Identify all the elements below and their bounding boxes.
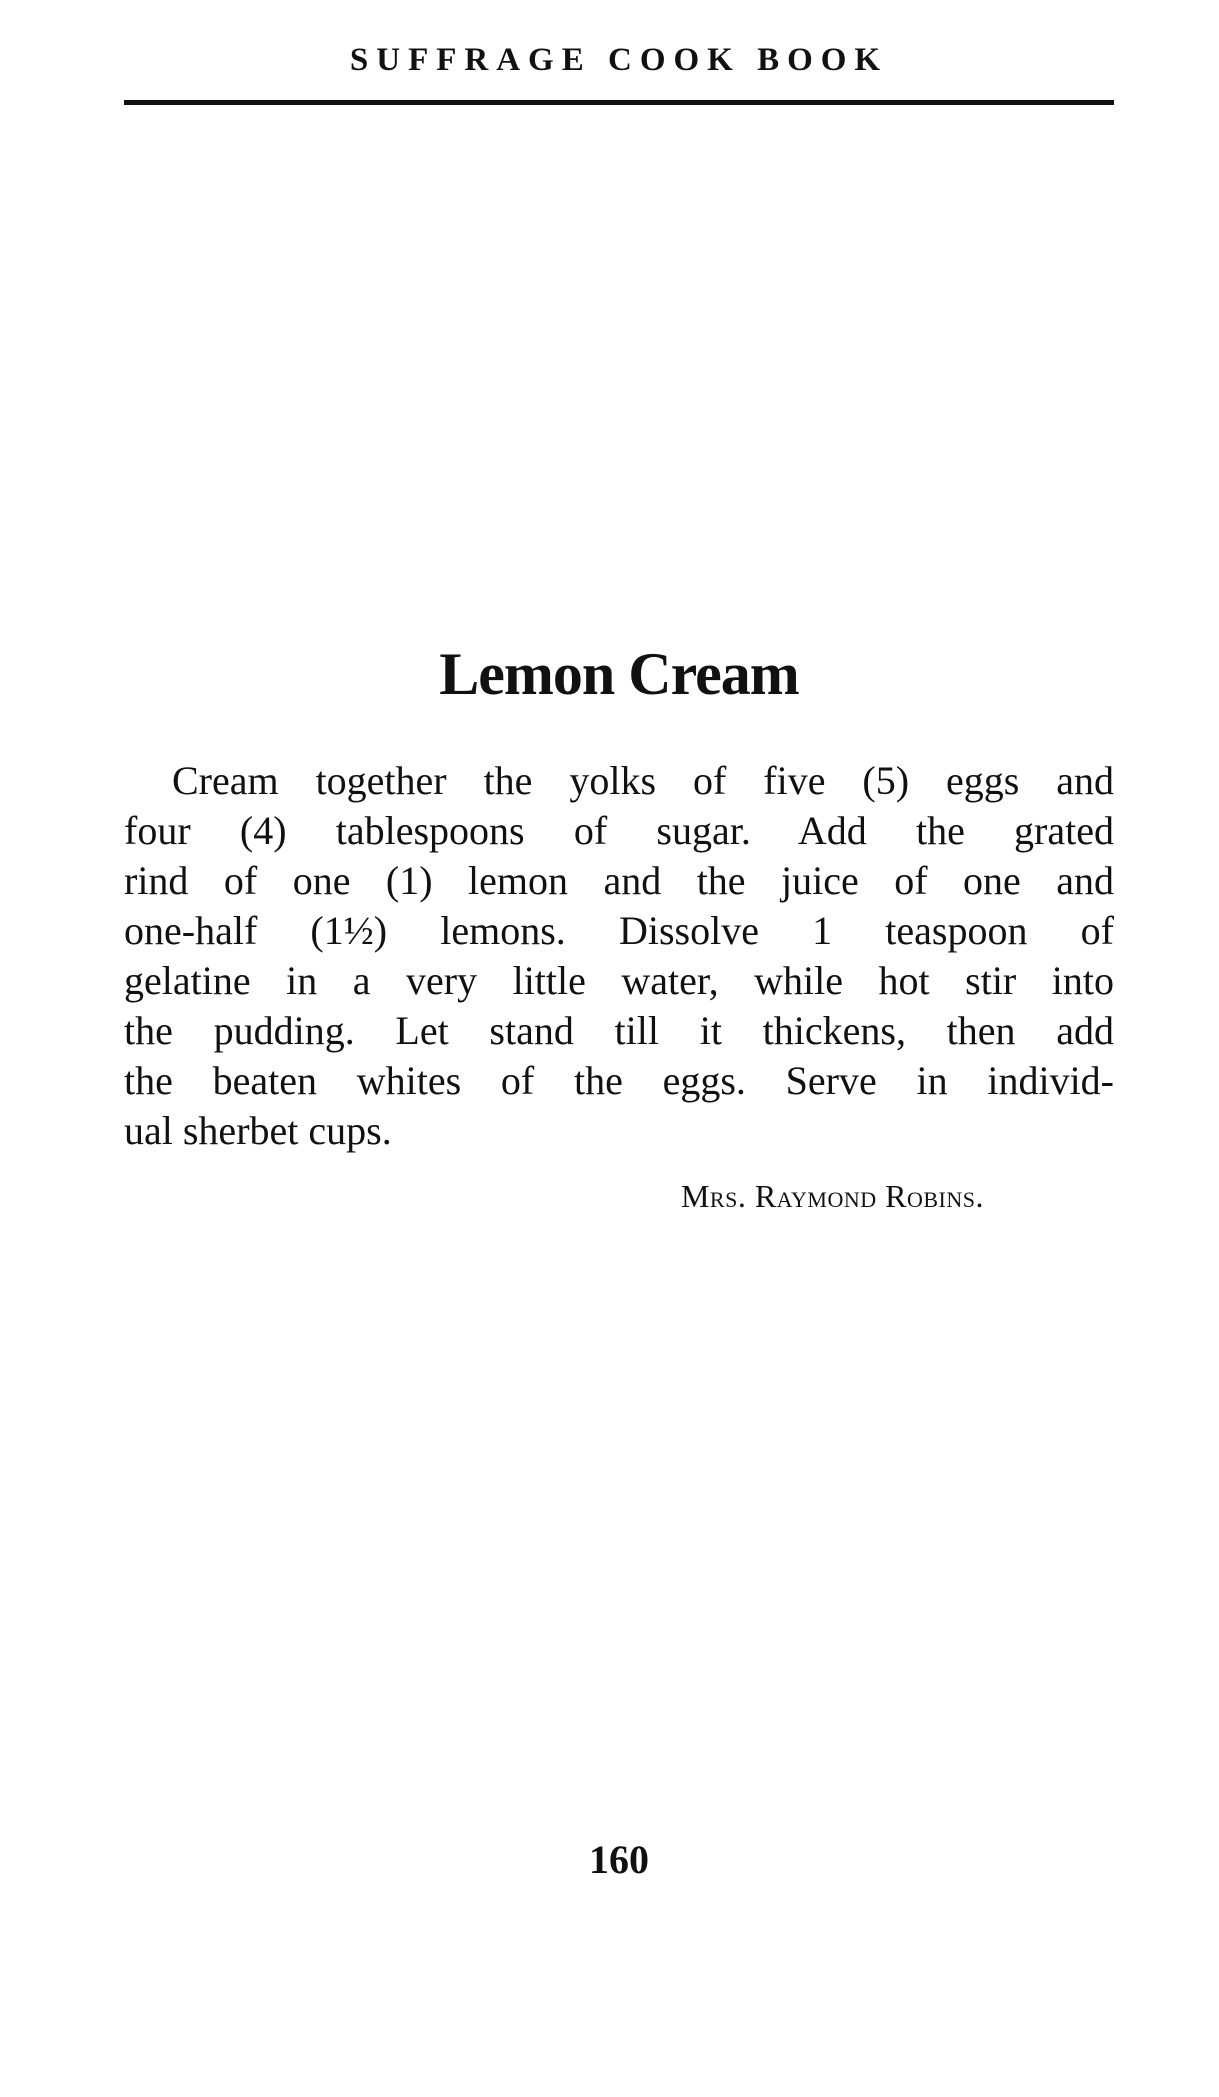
header-rule [124,100,1114,105]
recipe-line: ual sherbet cups. [124,1108,392,1153]
recipe-line: rind of one (1) lemon and the juice of one and [124,858,1114,903]
recipe-line: four (4) tablespoons of sugar. Add the grated [124,808,1114,853]
recipe-line: Cream together the yolks of five (5) eggs and [172,758,1114,803]
recipe-line: one-half (1½) lemons. Dissolve 1 teaspoon of [124,908,1114,953]
page-number: 160 [589,1837,649,1882]
recipe-title: Lemon Cream [439,641,799,707]
recipe-body [124,756,1114,1156]
recipe-line: the pudding. Let stand till it thickens, then add [124,1008,1114,1053]
running-header: SUFFRAGE COOK BOOK [349,42,889,78]
recipe-author: Mrs. Raymond Robins. [680,1178,984,1214]
recipe-line: the beaten whites of the eggs. Serve in individ- [124,1058,1114,1103]
recipe-line: gelatine in a very little water, while hot stir into [124,958,1114,1003]
